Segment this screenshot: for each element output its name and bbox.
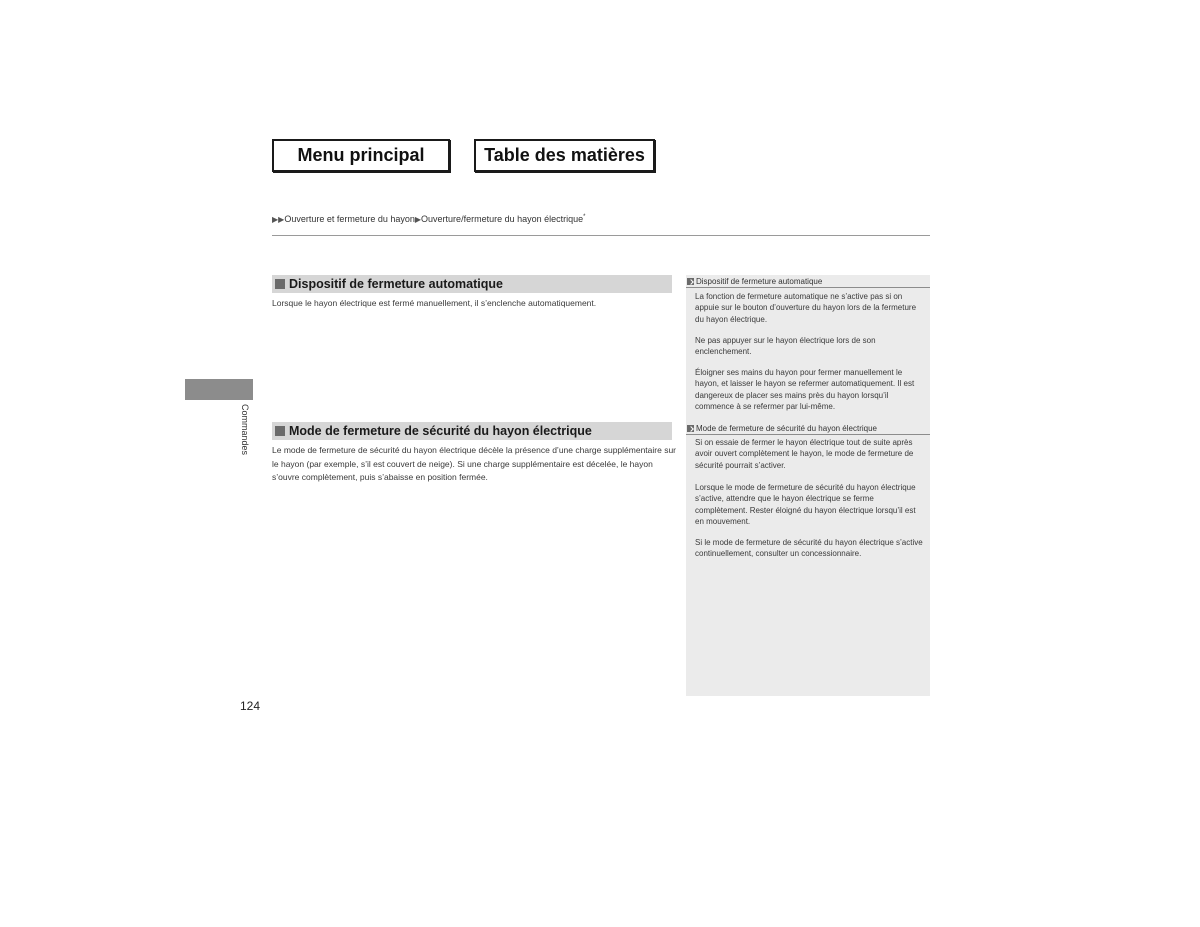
breadcrumb-separator-icon: ▶ (414, 215, 422, 224)
note-title: Mode de fermeture de sécurité du hayon électrique (696, 423, 877, 433)
note-reference-icon (687, 278, 694, 285)
breadcrumb-item-tailgate[interactable]: Ouverture et fermeture du hayon (284, 214, 415, 224)
note-heading-safety-mode (686, 422, 930, 435)
note-title: Dispositif de fermeture automatique (696, 276, 823, 286)
page-number: 124 (240, 699, 261, 713)
section-heading-safety-mode (272, 422, 672, 440)
notes-sidebar (686, 275, 930, 696)
note-paragraph: Si on essaie de fermer le hayon électrique tout de suite après avoir ouvert complètement le hayon, le mode de fermeture de sécurité pourrait s’activer. (695, 438, 914, 470)
section-square-icon (275, 279, 285, 289)
section-title: Dispositif de fermeture automatique (289, 277, 503, 291)
note-paragraph: La fonction de fermeture automatique ne s’active pas si on appuie sur le bouton d’ouverture du hayon lors de la fermeture du hayon électrique. (695, 292, 917, 324)
breadcrumb-item-power-tailgate[interactable]: Ouverture/fermeture du hayon électrique (421, 214, 584, 224)
header-divider (272, 235, 930, 236)
section-title: Mode de fermeture de sécurité du hayon électrique (289, 424, 592, 438)
note-paragraph: Éloigner ses mains du hayon pour fermer manuellement le hayon, et laisser le hayon se refermer automatiquement. Il est dangereux de placer ses mains près du hayon lorsqu’il commence à se refermer par lui-même. (695, 368, 915, 411)
note-heading-auto-close (686, 275, 930, 288)
section-body-auto-close: Lorsque le hayon électrique est fermé manuellement, il s’enclenche automatiquement. (272, 298, 597, 308)
breadcrumb-arrow-icon: ▶▶ (272, 215, 285, 224)
main-menu-button[interactable]: Menu principal (272, 139, 450, 172)
table-of-contents-button[interactable]: Table des matières (474, 139, 655, 172)
chapter-tab-label: Commandes (240, 404, 250, 456)
note-paragraph: Ne pas appuyer sur le hayon électrique lors de son enclenchement. (695, 336, 876, 357)
section-body-safety-mode: Le mode de fermeture de sécurité du hayon électrique décèle la présence d’une charge supplémentaire sur le hayon (par exemple, s’il est couvert de neige). Si une charge supplémentaire est décelée, le hayon s’ouvre complètement, puis s’abaisse en position fermée. (272, 445, 676, 482)
chapter-tab-marker (185, 379, 253, 400)
note-paragraph: Si le mode de fermeture de sécurité du hayon électrique s’active continuellement, consulter un concessionnaire. (695, 538, 923, 559)
note-paragraph: Lorsque le mode de fermeture de sécurité du hayon électrique s’active, attendre que le hayon électrique se ferme complètement. Rester éloigné du hayon électrique lorsqu’il est en mouvement. (695, 483, 916, 526)
breadcrumb-asterisk: * (583, 214, 586, 220)
note-reference-icon (687, 425, 694, 432)
section-square-icon (275, 426, 285, 436)
section-heading-auto-close (272, 275, 672, 293)
breadcrumb (272, 214, 585, 224)
